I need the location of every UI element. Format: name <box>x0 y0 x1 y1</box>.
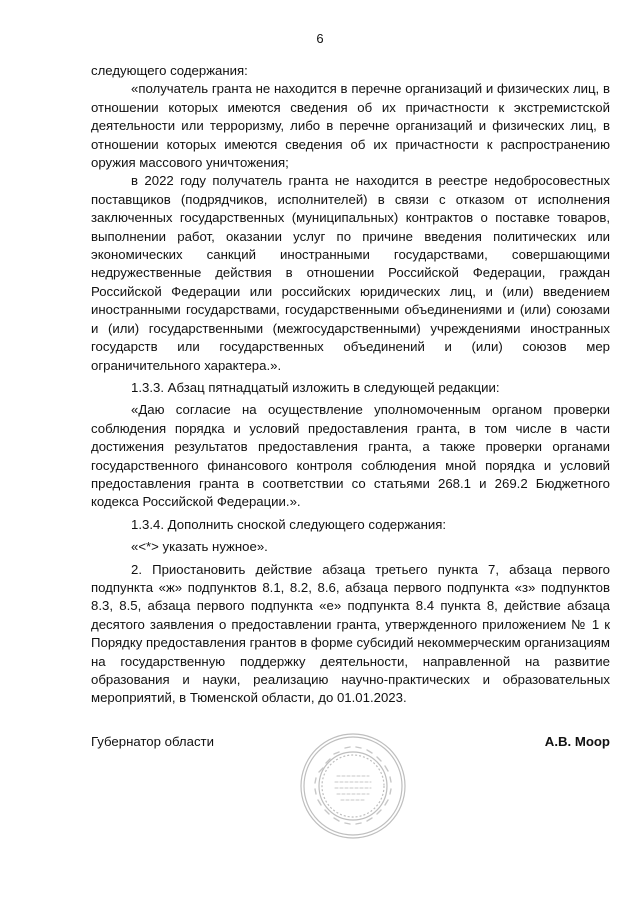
paragraph-1-3-4: 1.3.4. Дополнить сноской следующего содержания: <box>131 516 447 532</box>
paragraph-quote-grantee-list: «получатель гранта не находится в перечне организаций и физических лиц, в отношении которых имеются сведения об их причастности к экстремистской деятельности или терроризму, либо в перечне организаций и физических лиц, в отношении которых имеются сведения об их причастности к распространению оружия массового уничтожения; <box>91 81 610 171</box>
page-number: 6 <box>316 31 324 46</box>
paragraph-consent-quote: «Даю согласие на осуществление уполномоченным органом проверки соблюдения порядка и условий предоставления гранта, в том числе в части достижения результатов предоставления гранта, а также проверки органами государственного финансового контроля соблюдения мной порядка и условий предоставления гранта в соответствии со статьями 268.1 и 269.2 Бюджетного кодекса Российской Федерации.». <box>91 402 610 510</box>
paragraph-item-2: 2. Приостановить действие абзаца третьего пункта 7, абзаца первого подпункта «ж» подпунктов 8.1, 8.2, 8.6, абзаца первого подпункта «з» подпунктов 8.3, 8.5, абзаца первого подпункта «е» подпункта 8.4 пункта 8, действие абзаца десятого заявления о предоставлении гранта, утвержденного приложением № 1 к Порядку предоставления грантов в форме субсидий некоммерческим организациям на государственную поддержку деятельности, направленной на развитие образования и науки, реализацию научно-практических и образовательных мероприятий, в Тюменской области, до 01.01.2023. <box>91 561 610 706</box>
paragraph-intro: следующего содержания: <box>91 63 248 78</box>
paragraph-2022-registry: в 2022 году получатель гранта не находится в реестре недобросовестных поставщиков (подрядчиков, исполнителей) в связи с отказом от исполнения заключенных государственных (муниципальных) контрактов о поставке товаров, выполнении работ, оказании услуг по причине введения политических или экономических санкций иностранными государствами, совершающими недружественные действия в отношении Российской Федерации, граждан Российской Федерации или российских юридических лиц, и (или) введением иностранными государствами, государственными объединениями и (или) союзами и (или) государственными (межгосударственными) учреждениями иностранных государств или государственных объединений и (или) союзов мер ограничительного характера.». <box>91 173 610 373</box>
signer-name: А.В. Моор <box>544 734 610 749</box>
document-body <box>91 62 610 708</box>
signer-title: Губернатор области <box>91 734 214 749</box>
paragraph-1-3-3: 1.3.3. Абзац пятнадцатый изложить в следующей редакции: <box>131 379 500 395</box>
official-seal-icon <box>299 732 407 840</box>
paragraph-footnote-quote: «<*> указать нужное». <box>131 539 268 555</box>
